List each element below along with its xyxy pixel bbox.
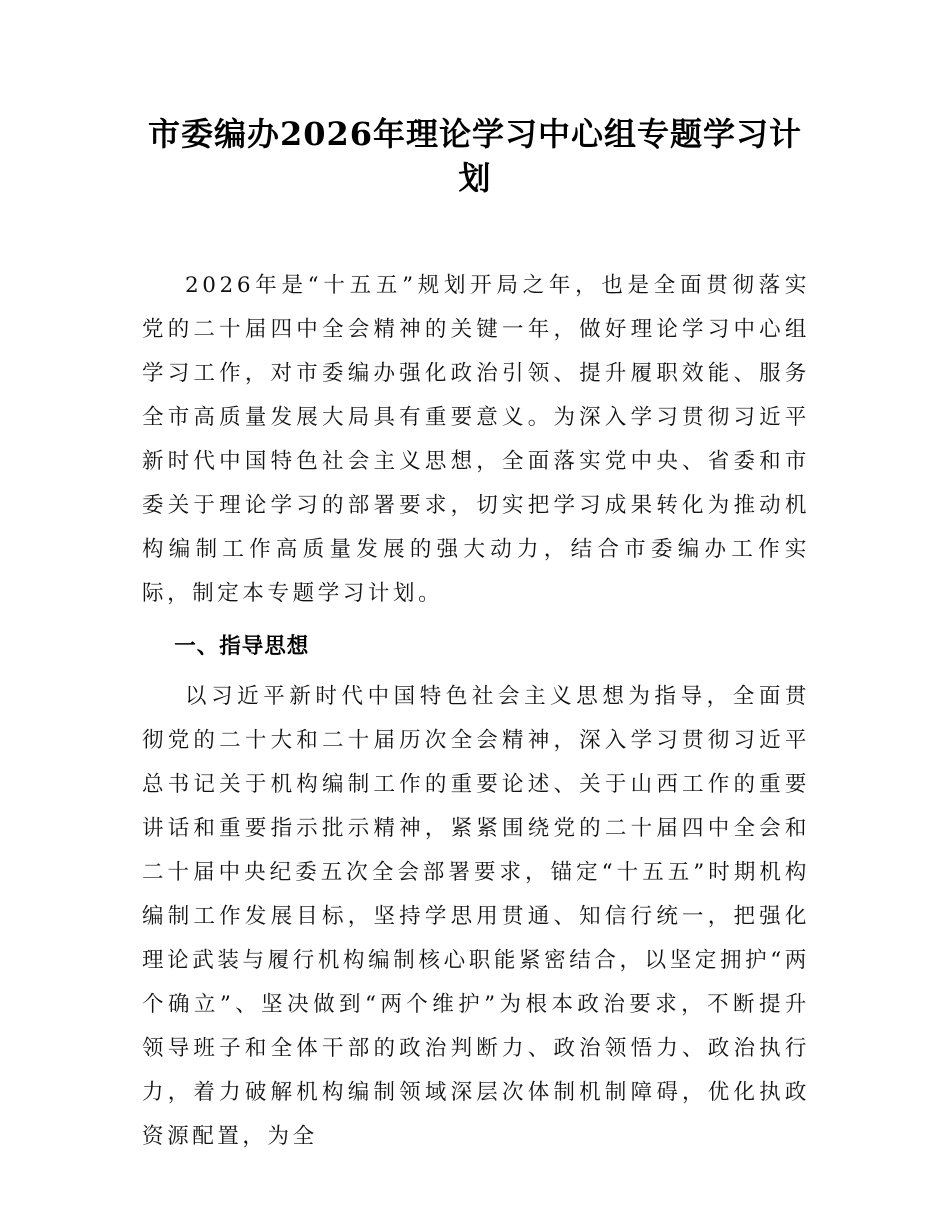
document-body (142, 264, 810, 1159)
section-heading-guiding-ideology: 一、指导思想 (174, 634, 310, 659)
document-title: 市委编办2026年理论学习中心组专题学习计划 (147, 115, 803, 197)
section-paragraph-guiding-ideology: 以习近平新时代中国特色社会主义思想为指导，全面贯彻党的二十大和二十届历次全会精神，深入学习贯彻习近平总书记关于机构编制工作的重要论述、关于山西工作的重要讲话和重要指示批示精神，紧紧围绕党的二十届四中全会和二十届中央纪委五次全会部署要求，锚定“十五五”时期机构编制工作发展目标，坚持学思用贯通、知信行统一，把强化理论武装与履行机构编制核心职能紧密结合，以坚定拥护“两个确立”、坚决做到“两个维护”为根本政治要求，不断提升领导班子和全体干部的政治判断力、政治领悟力、政治执行力，着力破解机构编制领域深层次体制机制障碍，优化执政资源配置，为全 (142, 684, 810, 1149)
intro-paragraph: 2026年是“十五五”规划开局之年，也是全面贯彻落实党的二十届四中全会精神的关键一年，做好理论学习中心组学习工作，对市委编办强化政治引领、提升履职效能、服务全市高质量发展大局具有重要意义。为深入学习贯彻习近平新时代中国特色社会主义思想，全面落实党中央、省委和市委关于理论学习的部署要求，切实把学习成果转化为推动机构编制工作高质量发展的强大动力，结合市委编办工作实际，制定本专题学习计划。 (142, 273, 810, 606)
